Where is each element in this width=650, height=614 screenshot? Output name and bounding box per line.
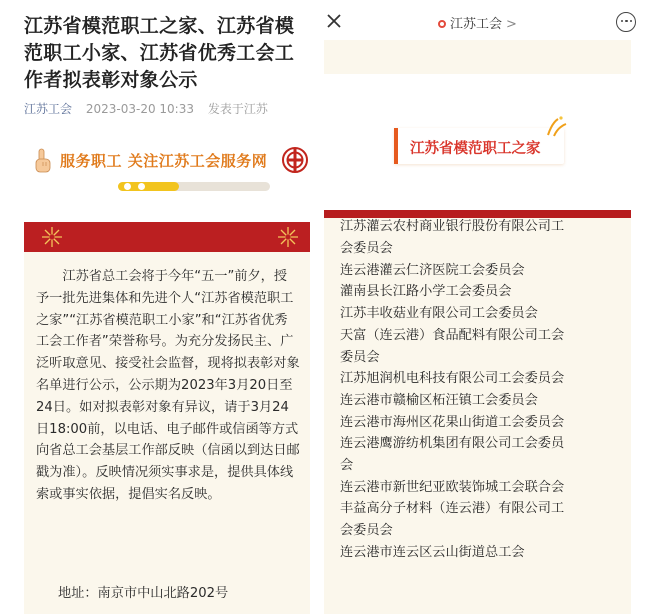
list-item: 灌南县长江路小学工会委员会 (340, 284, 512, 300)
list-item: 江苏旭润机电科技有限公司工会委员会 (340, 371, 565, 387)
account-name-link[interactable]: 江苏工会 (24, 102, 73, 116)
section-heading: 江苏省模范职工之家 (410, 141, 541, 157)
publish-location: 发表于江苏 (207, 102, 268, 116)
list-item: 会委员会 (340, 523, 393, 539)
account-avatar-icon (438, 20, 446, 28)
notice-paragraph: 江苏省总工会将于今年“五一”前夕，授予一批先进集体和先进个人“江苏省模范职工之家”“江苏省模范职工小家”和“江苏省优秀工会工作者”荣誉称号。为充分发扬民主、广泛听取意见、接受社会监督，现将拟表彰对象名单进行公示，公示期为2023年3月20日至24日。如对拟表彰对象有异议，请于3月24日18:00前，以电话、电子邮件或信函等方式向省总工会基层工作部反映（信函以到达日邮戳为准）。反映情况须实事求是，提供具体线索或事实依据，提倡实名反映。 (36, 269, 300, 502)
honoree-list (340, 219, 623, 564)
sparkle-icon (544, 115, 568, 137)
list-item: 连云港市赣榆区柘汪镇工会委员会 (340, 392, 538, 408)
progress-dot (124, 183, 131, 190)
account-title-link[interactable] (438, 13, 517, 32)
firework-icon (276, 225, 300, 249)
list-item: 连云港市新世纪亚欧装饰城工会联合会 (340, 479, 565, 495)
article-title: 江苏省模范职工之家、江苏省模范职工小家、江苏省优秀工会工作者拟表彰对象公示 (24, 15, 295, 91)
firework-icon (40, 225, 64, 249)
section-header-image (324, 110, 631, 200)
list-item: 委员会 (340, 349, 380, 365)
list-item: 连云港市连云区云山街道总工会 (340, 544, 525, 560)
left-article-panel (0, 0, 320, 614)
account-title-text: 江苏工会 (450, 17, 503, 32)
banner-progress-bar (118, 182, 270, 191)
section-heading-ribbon (394, 128, 564, 164)
pointing-hand-icon (34, 148, 52, 174)
publish-time: 2023-03-20 10:33 (85, 102, 194, 116)
notice-header-band (24, 222, 310, 252)
notice-card (24, 222, 310, 614)
list-item: 连云港市海州区花果山街道工会委员会 (340, 414, 565, 430)
list-item: 丰益高分子材料（连云港）有限公司工 (340, 501, 565, 517)
honoree-list-panel (324, 210, 631, 614)
list-item: 连云港鹰游纺机集团有限公司工会委员 (340, 436, 565, 452)
list-item (340, 219, 623, 238)
top-content-strip (324, 40, 631, 74)
more-options-icon[interactable] (616, 12, 636, 32)
list-item: 江苏丰收菇业有限公司工会委员会 (340, 306, 538, 322)
notice-text (36, 266, 300, 506)
promo-banner[interactable] (24, 138, 310, 202)
list-item-text: 江苏灌云农村商业银行股份有限公司工 (340, 219, 565, 234)
list-top-border (324, 210, 631, 218)
list-item: 会 (340, 458, 354, 474)
close-icon[interactable] (326, 13, 342, 29)
list-item: 会委员会 (340, 241, 393, 256)
progress-dot (138, 183, 145, 190)
notice-address: 地址：南京市中山北路202号 (58, 586, 229, 601)
chevron-right-icon: > (506, 17, 517, 32)
right-article-panel (320, 0, 650, 614)
article-meta (24, 100, 268, 117)
list-item: 天富（连云港）食品配料有限公司工会 (340, 327, 565, 343)
trade-union-logo-icon (282, 147, 308, 173)
banner-text: 服务职工 关注江苏工会服务网 (60, 152, 268, 170)
list-item: 连云港灌云仁济医院工会委员会 (340, 262, 525, 278)
